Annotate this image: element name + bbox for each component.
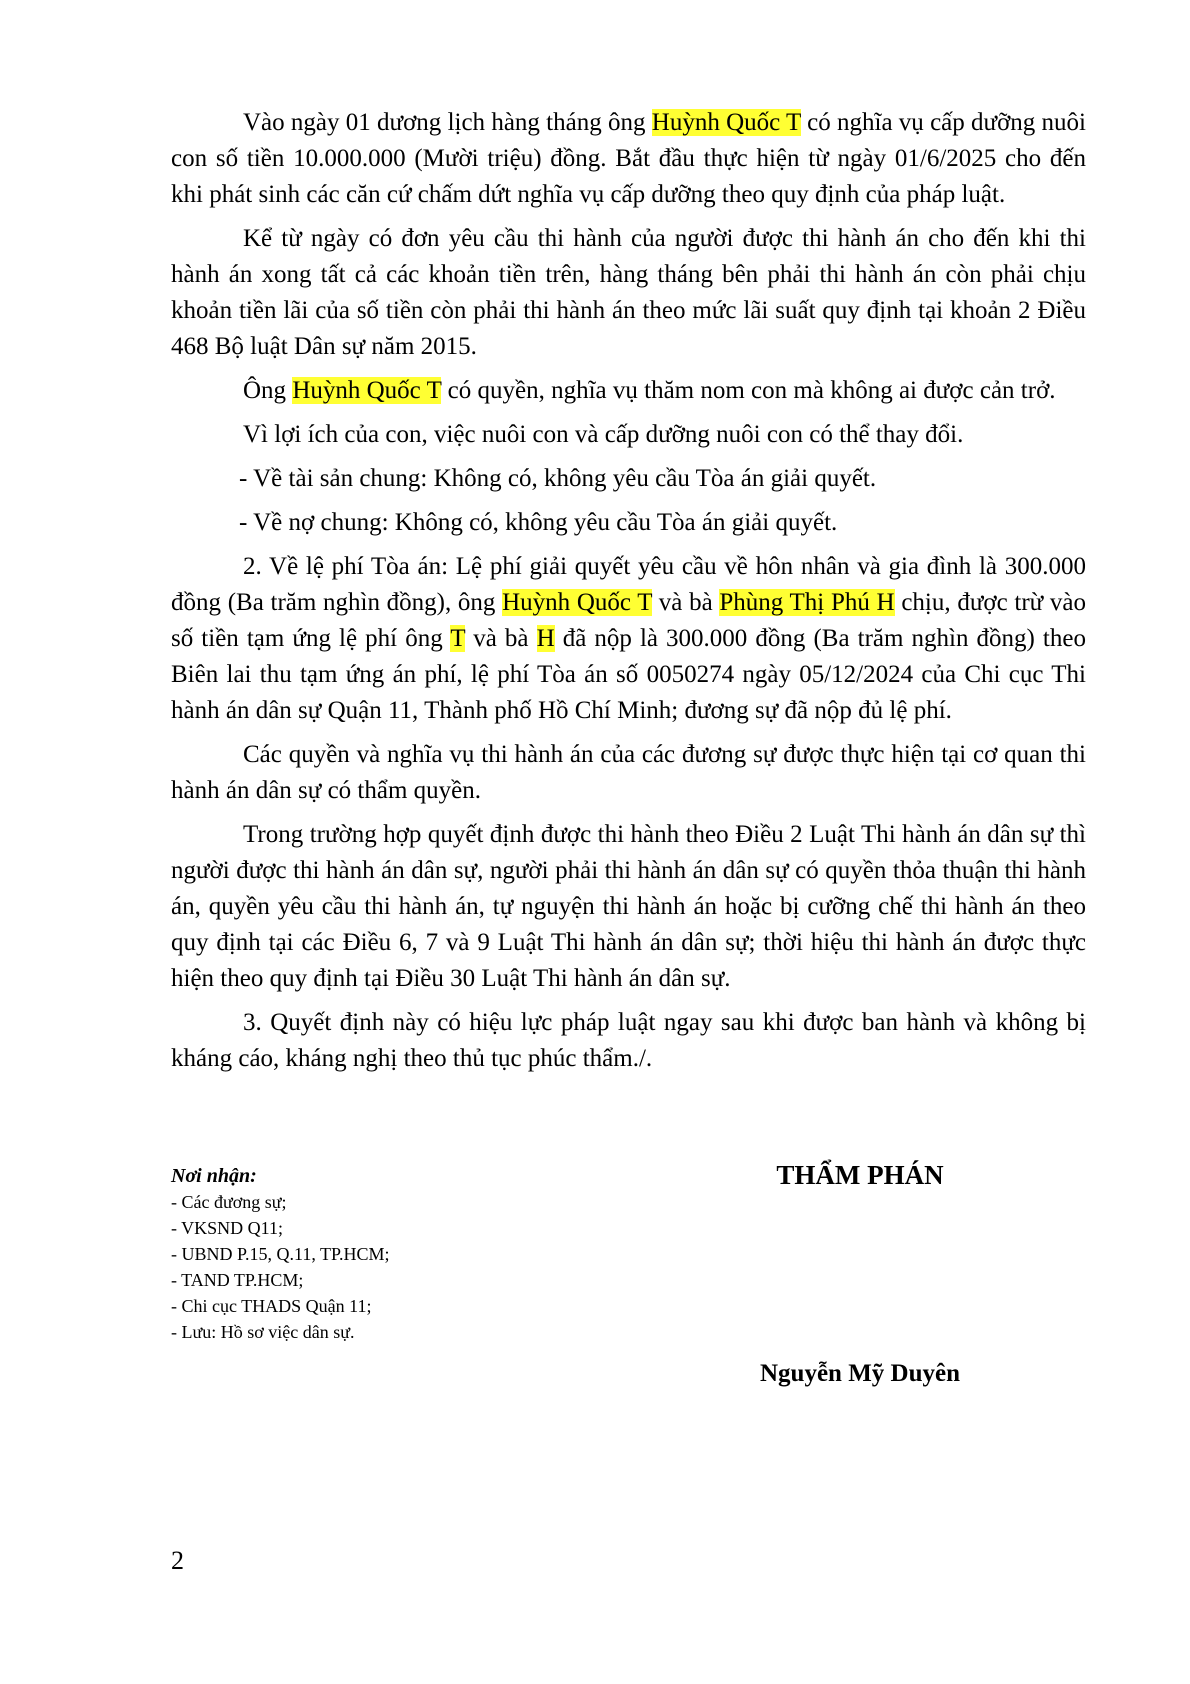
text-segment: Vào ngày 01 dương lịch hàng tháng ông — [243, 109, 652, 136]
text-segment: và bà — [465, 625, 537, 652]
recipient-item: - Chi cục THADS Quận 11; — [171, 1296, 372, 1316]
text-segment: Ông — [243, 377, 293, 404]
recipient-item: - TAND TP.HCM; — [171, 1270, 304, 1290]
text-segment: có quyền, nghĩa vụ thăm nom con mà không ai được cản trở. — [441, 377, 1056, 404]
text-segment: chịu, được trừ vào số tiền tạm ứng lệ phí ông — [171, 589, 1086, 652]
recipient-item: - Lưu: Hồ sơ việc dân sự. — [171, 1322, 355, 1342]
document-body — [171, 105, 1086, 1085]
highlighted-name: Phùng Thị Phú H — [719, 589, 895, 616]
highlighted-name: Huỳnh Quốc T — [651, 109, 801, 136]
highlighted-name: H — [536, 625, 555, 652]
recipients-heading: Nơi nhận: — [171, 1165, 257, 1187]
judge-title: THẨM PHÁN — [776, 1160, 944, 1190]
text-segment: đã nộp là 300.000 đồng (Ba trăm nghìn đồng) theo Biên lai thu tạm ứng án phí, lệ phí Tòa án số 0050274 ngày 05/12/2024 của Chi cục Thi hành án dân sự Quận 11, Thành phố Hồ Chí Minh; đương sự đã nộp đủ lệ phí. — [171, 625, 1086, 724]
paragraph-effectiveness: 3. Quyết định này có hiệu lực pháp luật ngay sau khi được ban hành và không bị kháng cáo, kháng nghị theo thủ tục phúc thẩm./. — [171, 1009, 1086, 1072]
recipient-item: - UBND P.15, Q.11, TP.HCM; — [171, 1244, 390, 1264]
paragraph-interest: Kể từ ngày có đơn yêu cầu thi hành của người được thi hành án cho đến khi thi hành án xong tất cả các khoản tiền trên, hàng tháng bên phải thi hành án còn phải chịu khoản tiền lãi của số tiền còn phải thi hành án theo mức lãi suất quy định tại khoản 2 Điều 468 Bộ luật Dân sự năm 2015. — [171, 225, 1086, 360]
paragraph-court-fee — [171, 549, 1086, 729]
text-segment: và bà — [652, 589, 720, 616]
paragraph-visitation — [171, 373, 1086, 409]
page-number: 2 — [171, 1546, 184, 1575]
highlighted-name: Huỳnh Quốc T — [292, 377, 442, 404]
paragraph-enforcement-law: Trong trường hợp quyết định được thi hành theo Điều 2 Luật Thi hành án dân sự thì người được thi hành án dân sự, người phải thi hành án dân sự có quyền thỏa thuận thi hành án, quyền yêu cầu thi hành án, tự nguyện thi hành án hoặc bị cưỡng chế thi hành án theo quy định tại các Điều 6, 7 và 9 Luật Thi hành án dân sự; thời hiệu thi hành án được thực hiện theo quy định tại Điều 30 Luật Thi hành án dân sự. — [171, 821, 1086, 992]
paragraph-common-debt: - Về nợ chung: Không có, không yêu cầu Tòa án giải quyết. — [239, 509, 838, 536]
text-segment: 2. Về lệ phí Tòa án: Lệ phí giải quyết yêu cầu về hôn nhân và gia đình là 300.000 đồng (Ba trăm nghìn đồng), ông — [171, 553, 1086, 616]
judge-name: Nguyễn Mỹ Duyên — [759, 1360, 960, 1387]
recipient-item: - Các đương sự; — [171, 1192, 287, 1212]
paragraph-enforcement-rights: Các quyền và nghĩa vụ thi hành án của các đương sự được thực hiện tại cơ quan thi hành án dân sự có thẩm quyền. — [171, 741, 1086, 804]
paragraph-child-support — [171, 105, 1086, 213]
recipient-item: - VKSND Q11; — [171, 1218, 284, 1238]
paragraph-child-interest: Vì lợi ích của con, việc nuôi con và cấp dưỡng nuôi con có thể thay đổi. — [243, 421, 964, 448]
recipients-block — [171, 1163, 591, 1345]
text-segment: có nghĩa vụ cấp dưỡng nuôi con số tiền 10.000.000 (Mười triệu) đồng. Bắt đầu thực hiện từ ngày 01/6/2025 cho đến khi phát sinh các căn cứ chấm dứt nghĩa vụ cấp dưỡng theo quy định của pháp luật. — [171, 109, 1087, 208]
highlighted-name: Huỳnh Quốc T — [502, 589, 653, 616]
paragraph-common-property: - Về tài sản chung: Không có, không yêu cầu Tòa án giải quyết. — [239, 465, 877, 492]
highlighted-name: T — [450, 625, 466, 652]
